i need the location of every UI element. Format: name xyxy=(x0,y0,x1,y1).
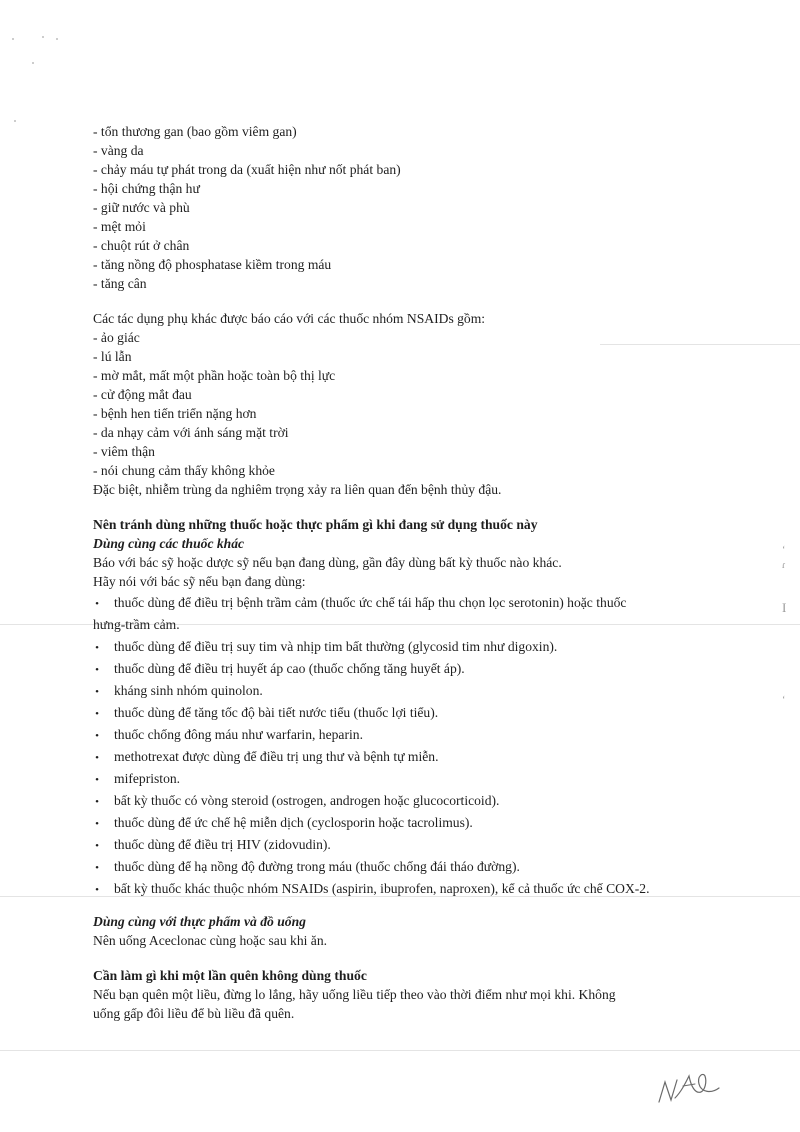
side-effect-item: - vàng da xyxy=(93,143,144,158)
drug-bullet-item: thuốc dùng để điều trị bệnh trầm cảm (thuốc ức chế tái hấp thu chọn lọc serotonin) hoặc thuốc xyxy=(114,595,627,610)
subheading-food: Dùng cùng với thực phẩm và đồ uống xyxy=(93,914,306,929)
bullet-icon: • xyxy=(95,862,99,874)
other-effect-item: - da nhạy cảm với ánh sáng mặt trời xyxy=(93,425,289,440)
scan-line xyxy=(600,344,800,345)
scan-speck xyxy=(12,38,14,40)
drug-bullet-item: thuốc dùng để điều trị HIV (zidovudin). xyxy=(114,837,331,852)
drug-bullet-item: thuốc chống đông máu như warfarin, heparin. xyxy=(114,727,363,742)
side-effect-item: - mệt mỏi xyxy=(93,219,146,234)
bullet-icon: • xyxy=(95,796,99,808)
drug-bullet-item: bất kỳ thuốc khác thuộc nhóm NSAIDs (aspirin, ibuprofen, naproxen), kể cả thuốc ức chế COX-2. xyxy=(114,881,650,896)
chickenpox-note: Đặc biệt, nhiễm trùng da nghiêm trọng xảy ra liên quan đến bệnh thủy đậu. xyxy=(93,482,502,497)
bullet-icon: • xyxy=(95,774,99,786)
side-effect-item: - chảy máu tự phát trong da (xuất hiện như nốt phát ban) xyxy=(93,162,401,177)
scan-speck xyxy=(32,62,34,64)
scan-line xyxy=(0,1050,800,1051)
bullet-icon: • xyxy=(95,818,99,830)
other-effects-intro: Các tác dụng phụ khác được báo cáo với các thuốc nhóm NSAIDs gồm: xyxy=(93,311,486,326)
bullet-icon: • xyxy=(95,730,99,742)
side-effect-item: - chuột rút ở chân xyxy=(93,238,190,253)
section-heading-missed-dose: Cần làm gì khi một lần quên không dùng thuốc xyxy=(93,968,367,983)
drug-bullet-item: mifepriston. xyxy=(114,771,181,786)
section-heading-avoid: Nên tránh dùng những thuốc hoặc thực phẩm gì khi đang sử dụng thuốc này xyxy=(93,517,538,532)
other-effect-item: - viêm thận xyxy=(93,444,155,459)
other-effect-item: - nói chung cảm thấy không khỏe xyxy=(93,463,275,478)
paragraph-tell-doctor: Hãy nói với bác sỹ nếu bạn đang dùng: xyxy=(93,574,306,589)
bullet-icon: • xyxy=(95,884,99,896)
side-effect-item: - tăng cân xyxy=(93,276,147,291)
other-effect-item: - ảo giác xyxy=(93,330,140,345)
paragraph-inform: Báo với bác sỹ hoặc dược sỹ nếu bạn đang dùng, gần đây dùng bất kỳ thuốc nào khác. xyxy=(93,555,562,570)
missed-dose-text: Nếu bạn quên một liều, đừng lo lắng, hãy uống liều tiếp theo vào thời điểm như mọi khi. Không xyxy=(93,987,616,1002)
drug-bullet-continuation: hưng-trầm cảm. xyxy=(93,617,180,632)
other-effect-item: - bệnh hen tiến triển nặng hơn xyxy=(93,406,257,421)
scan-speck xyxy=(42,36,44,38)
other-effect-item: - mờ mắt, mất một phần hoặc toàn bộ thị lực xyxy=(93,368,336,383)
side-effect-item: - giữ nước và phù xyxy=(93,200,190,215)
side-effect-item: - tổn thương gan (bao gồm viêm gan) xyxy=(93,124,297,139)
scan-speck xyxy=(14,120,16,122)
drug-bullet-item: kháng sinh nhóm quinolon. xyxy=(114,683,263,698)
drug-bullet-item: bất kỳ thuốc có vòng steroid (ostrogen, androgen hoặc glucocorticoid). xyxy=(114,793,500,808)
drug-bullet-item: thuốc dùng để tăng tốc độ bài tiết nước tiểu (thuốc lợi tiểu). xyxy=(114,705,439,720)
margin-mark: ɾ xyxy=(782,560,786,571)
drug-bullet-item: thuốc dùng để điều trị huyết áp cao (thuốc chống tăng huyết áp). xyxy=(114,661,465,676)
scan-speck xyxy=(56,38,58,40)
margin-mark: ʻ xyxy=(782,545,786,556)
side-effect-item: - hội chứng thận hư xyxy=(93,181,200,196)
subheading-other-drugs: Dùng cùng các thuốc khác xyxy=(93,536,245,551)
signature-icon xyxy=(655,1062,725,1110)
other-effect-item: - cử động mắt đau xyxy=(93,387,192,402)
drug-bullet-item: thuốc dùng để hạ nồng độ đường trong máu (thuốc chống đái tháo đường). xyxy=(114,859,520,874)
food-advice: Nên uống Aceclonac cùng hoặc sau khi ăn. xyxy=(93,933,328,948)
bullet-icon: • xyxy=(95,840,99,852)
bullet-icon: • xyxy=(95,664,99,676)
side-effect-item: - tăng nồng độ phosphatase kiềm trong máu xyxy=(93,257,332,272)
drug-bullet-item: methotrexat được dùng để điều trị ung thư và bệnh tự miễn. xyxy=(114,749,439,764)
margin-mark: ʻ xyxy=(782,695,786,706)
margin-mark: I xyxy=(782,600,787,615)
bullet-icon: • xyxy=(95,598,99,610)
drug-bullet-item: thuốc dùng để ức chế hệ miễn dịch (cyclosporin hoặc tacrolimus). xyxy=(114,815,473,830)
bullet-icon: • xyxy=(95,752,99,764)
other-effect-item: - lú lẫn xyxy=(93,349,132,364)
bullet-icon: • xyxy=(95,686,99,698)
bullet-icon: • xyxy=(95,642,99,654)
missed-dose-text: uống gấp đôi liều để bù liều đã quên. xyxy=(93,1006,295,1021)
bullet-icon: • xyxy=(95,708,99,720)
drug-bullet-item: thuốc dùng để điều trị suy tim và nhịp tim bất thường (glycosid tim như digoxin). xyxy=(114,639,558,654)
